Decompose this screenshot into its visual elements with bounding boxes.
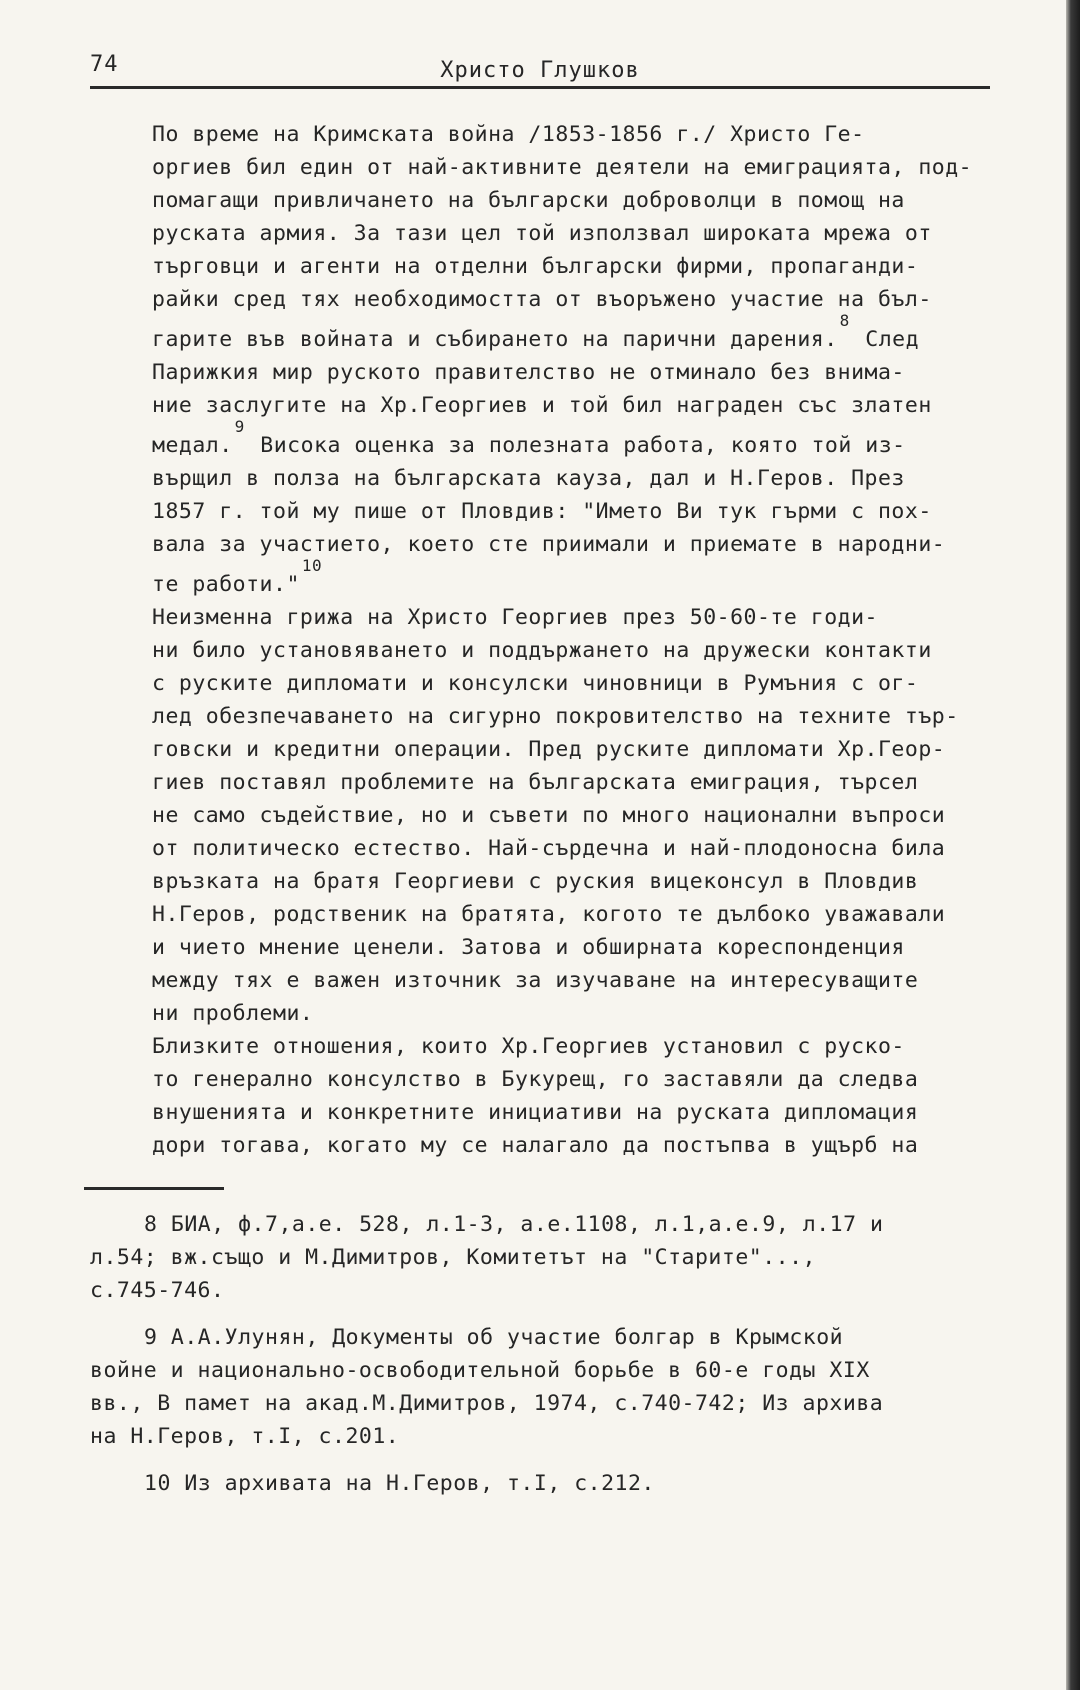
running-title: Христо Глушков [440, 58, 640, 83]
text-line: и чието мнение ценели. Затова и обширната кореспонденция [152, 935, 905, 961]
footnote-line: на Н.Геров, т.I, с.201. [90, 1424, 400, 1449]
text-line: говски и кредитни операции. Пред руските дипломати Хр.Геор- [152, 737, 946, 763]
text-line [90, 311, 1002, 356]
text-line [90, 417, 1002, 462]
text-line: ние заслугите на Хр.Георгиев и той бил награден със златен [152, 393, 932, 419]
footnote-ref-10: 10 [301, 556, 323, 576]
paragraph-1 [90, 118, 1002, 601]
footnote-ref-9: 9 [234, 417, 245, 437]
text-line: помагащи привличането на български доброволци в помощ на [152, 188, 905, 213]
text-line: гиев поставял проблемите на българската емиграция, търсел [152, 770, 919, 796]
body-text [90, 118, 1002, 1162]
text-line: Неизменна грижа на Христо Георгиев през 50-60-те годи- [152, 605, 878, 631]
text-line: ни проблеми. [152, 1001, 314, 1027]
text-line: върщил в полза на българската кауза, дал и Н.Геров. През [152, 466, 905, 492]
footnote-9 [90, 1321, 1002, 1453]
footnote-line: л.54; вж.също и М.Димитров, Комитетът на "Старите"..., [90, 1245, 816, 1270]
text-line-content: райки сред тях необходимостта от въоръжено участие на бъл- [152, 287, 932, 312]
footnote-line: 9 А.А.Улунян, Документы об участие болгар в Крымской [144, 1325, 844, 1350]
binding-edge [1066, 0, 1080, 1690]
text-line: руската армия. За тази цел той използвал широката мрежа от [152, 221, 932, 246]
text-line: внушенията и конкретните инициативи на руската дипломация [152, 1100, 919, 1126]
footnote-separator [84, 1187, 224, 1190]
text-line [90, 283, 1002, 316]
footnote-line: вв., В памет на акад.М.Димитров, 1974, с.740-742; Из архива [90, 1391, 884, 1416]
footnote-10 [90, 1467, 1002, 1500]
text-line: лед обезпечаването на сигурно покровителство на техните тър- [152, 704, 959, 730]
text-line: вала за участието, което сте приимали и приемате в народни- [152, 532, 946, 558]
footnote-line: с.745-746. [90, 1278, 225, 1303]
text-line: дори тогава, когато му се налагало да постъпва в ущърб на [152, 1133, 919, 1159]
text-line: с руските дипломати и консулски чиновници в Румъния с ог- [152, 671, 919, 697]
paragraph-2 [90, 601, 1002, 1030]
footnote-line: 8 БИА, ф.7,а.е. 528, л.1-3, а.е.1108, л.1,а.е.9, л.17 и [144, 1212, 884, 1237]
page-header [90, 50, 990, 89]
footnote-line: 10 Из архивата на Н.Геров, т.I, с.212. [144, 1471, 655, 1496]
text-line: По време на Кримската война /1853-1856 г./ Христо Ге- [152, 122, 865, 147]
text-line-content: След [865, 327, 920, 353]
text-line [90, 556, 1002, 601]
text-line: то генерално консулство в Букурещ, го заставяли да следва [152, 1067, 919, 1093]
text-line: Н.Геров, родственик на братята, когото те дълбоко уважавали [152, 902, 946, 928]
text-line-content: те работи." [152, 572, 300, 598]
footnotes [90, 1208, 1002, 1514]
text-line-content: гарите във войната и събирането на парични дарения. [152, 327, 838, 353]
text-line: търговци и агенти на отделни български фирми, пропаганди- [152, 254, 919, 279]
text-line: между тях е важен източник за изучаване на интересуващите [152, 968, 919, 994]
text-line-content: медал. [152, 433, 233, 459]
text-line: връзката на братя Георгиеви с руския вицеконсул в Пловдив [152, 869, 919, 895]
text-line: Парижкия мир руското правителство не отминало без внима- [152, 360, 905, 386]
text-line: 1857 г. той му пише от Пловдив: "Името Ви тук гърми с пох- [152, 499, 932, 525]
text-line: ни било установяването и поддържането на дружески контакти [152, 638, 932, 664]
text-line: Близките отношения, които Хр.Георгиев установил с руско- [152, 1034, 905, 1060]
text-line: не само съдействие, но и съвети по много национални въпроси [152, 803, 946, 829]
footnote-line: войне и национально-освободительной борьбе в 60-е годы XIX [90, 1358, 870, 1383]
text-line-content: Висока оценка за полезната работа, която той из- [260, 433, 906, 459]
page-number: 74 [90, 52, 119, 77]
footnote-8 [90, 1208, 1002, 1307]
paragraph-3 [90, 1030, 1002, 1162]
text-line: оргиев бил един от най-активните деятели на емиграцията, под- [152, 155, 973, 180]
footnote-ref-8: 8 [839, 311, 850, 330]
text-line: от политическо естество. Най-сърдечна и най-плодоносна била [152, 836, 946, 862]
